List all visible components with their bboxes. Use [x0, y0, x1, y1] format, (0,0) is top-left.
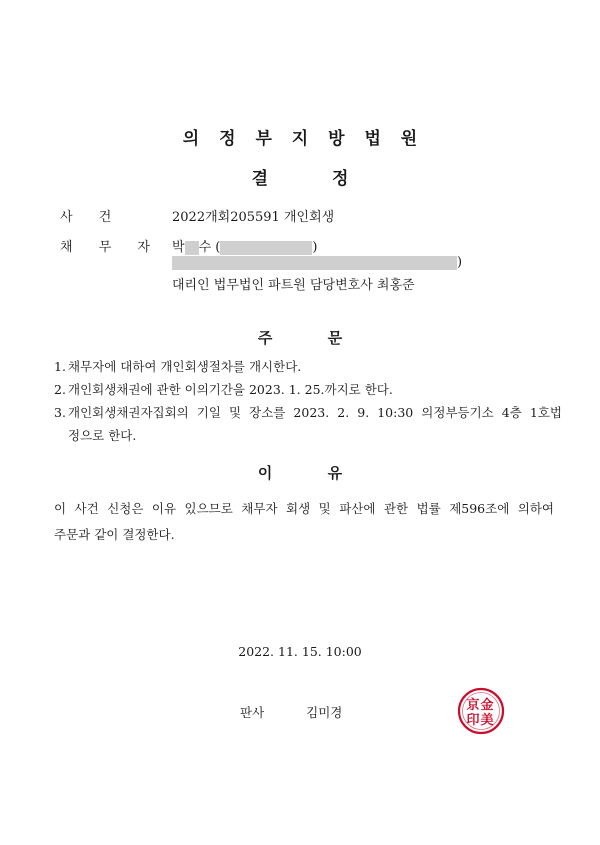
debtor-name-line — [172, 236, 317, 255]
order-item-number: 1. — [54, 359, 66, 374]
debtor-name-part2: 수 ( — [198, 240, 221, 255]
seal-icon — [455, 685, 507, 737]
case-value: 2022개회205591 개인회생 — [172, 210, 335, 225]
order-item-number: 3. — [54, 405, 66, 420]
paren-close: ) — [312, 240, 318, 255]
order-list — [54, 355, 562, 447]
case-label: 사 건 — [60, 210, 112, 225]
redaction-block — [220, 241, 312, 255]
debtor-label: 채 무 자 — [60, 240, 150, 255]
order-item — [54, 378, 562, 401]
judge-title: 판사 — [240, 705, 265, 720]
judge-name: 김미경 — [306, 705, 343, 720]
seal-char: 京 — [466, 698, 480, 713]
order-item-continuation — [54, 424, 562, 447]
debtor-address-line — [172, 255, 462, 270]
reason-line-1: 이 사건 신청은 이유 있으므로 채무자 회생 및 파산에 관한 법률 제596조에 의하여 — [54, 501, 554, 516]
reason-line-2: 주문과 같이 결정한다. — [54, 527, 175, 542]
order-item-text: 채무자에 대하여 개인회생절차를 개시한다. — [68, 359, 302, 374]
order-item-text: 개인회생채권에 관한 이의기간을 2023. 1. 25.까지로 한다. — [68, 382, 393, 397]
debtor-agent: 대리인 법무법인 파트원 담당변호사 최홍준 — [172, 278, 415, 293]
document-type: 결 정 — [251, 169, 349, 189]
redaction-block — [172, 256, 457, 270]
order-item-text: 개인회생채권자집회의 기일 및 장소를 2023. 2. 9. 10:30 의정부등기소 4층 1호법 — [68, 405, 562, 420]
redaction-block — [185, 241, 199, 255]
debtor-name-part1: 박 — [172, 240, 185, 255]
order-item — [54, 401, 562, 424]
paren-close-2: ) — [457, 255, 463, 270]
seal-char: 印 — [466, 713, 480, 728]
order-item — [54, 355, 562, 378]
decision-date: 2022. 11. 15. 10:00 — [238, 644, 362, 659]
seal-char: 美 — [480, 713, 494, 728]
seal-char: 金 — [480, 698, 494, 713]
judge-signature-line — [240, 703, 342, 721]
order-item-text-cont: 정으로 한다. — [68, 428, 137, 443]
order-item-number: 2. — [54, 382, 66, 397]
reason-body — [54, 496, 554, 548]
reason-title: 이 유 — [257, 464, 343, 482]
order-title: 주 문 — [257, 329, 343, 347]
court-name: 의 정 부 지 방 법 원 — [182, 129, 418, 149]
judge-seal-stamp — [455, 685, 507, 741]
